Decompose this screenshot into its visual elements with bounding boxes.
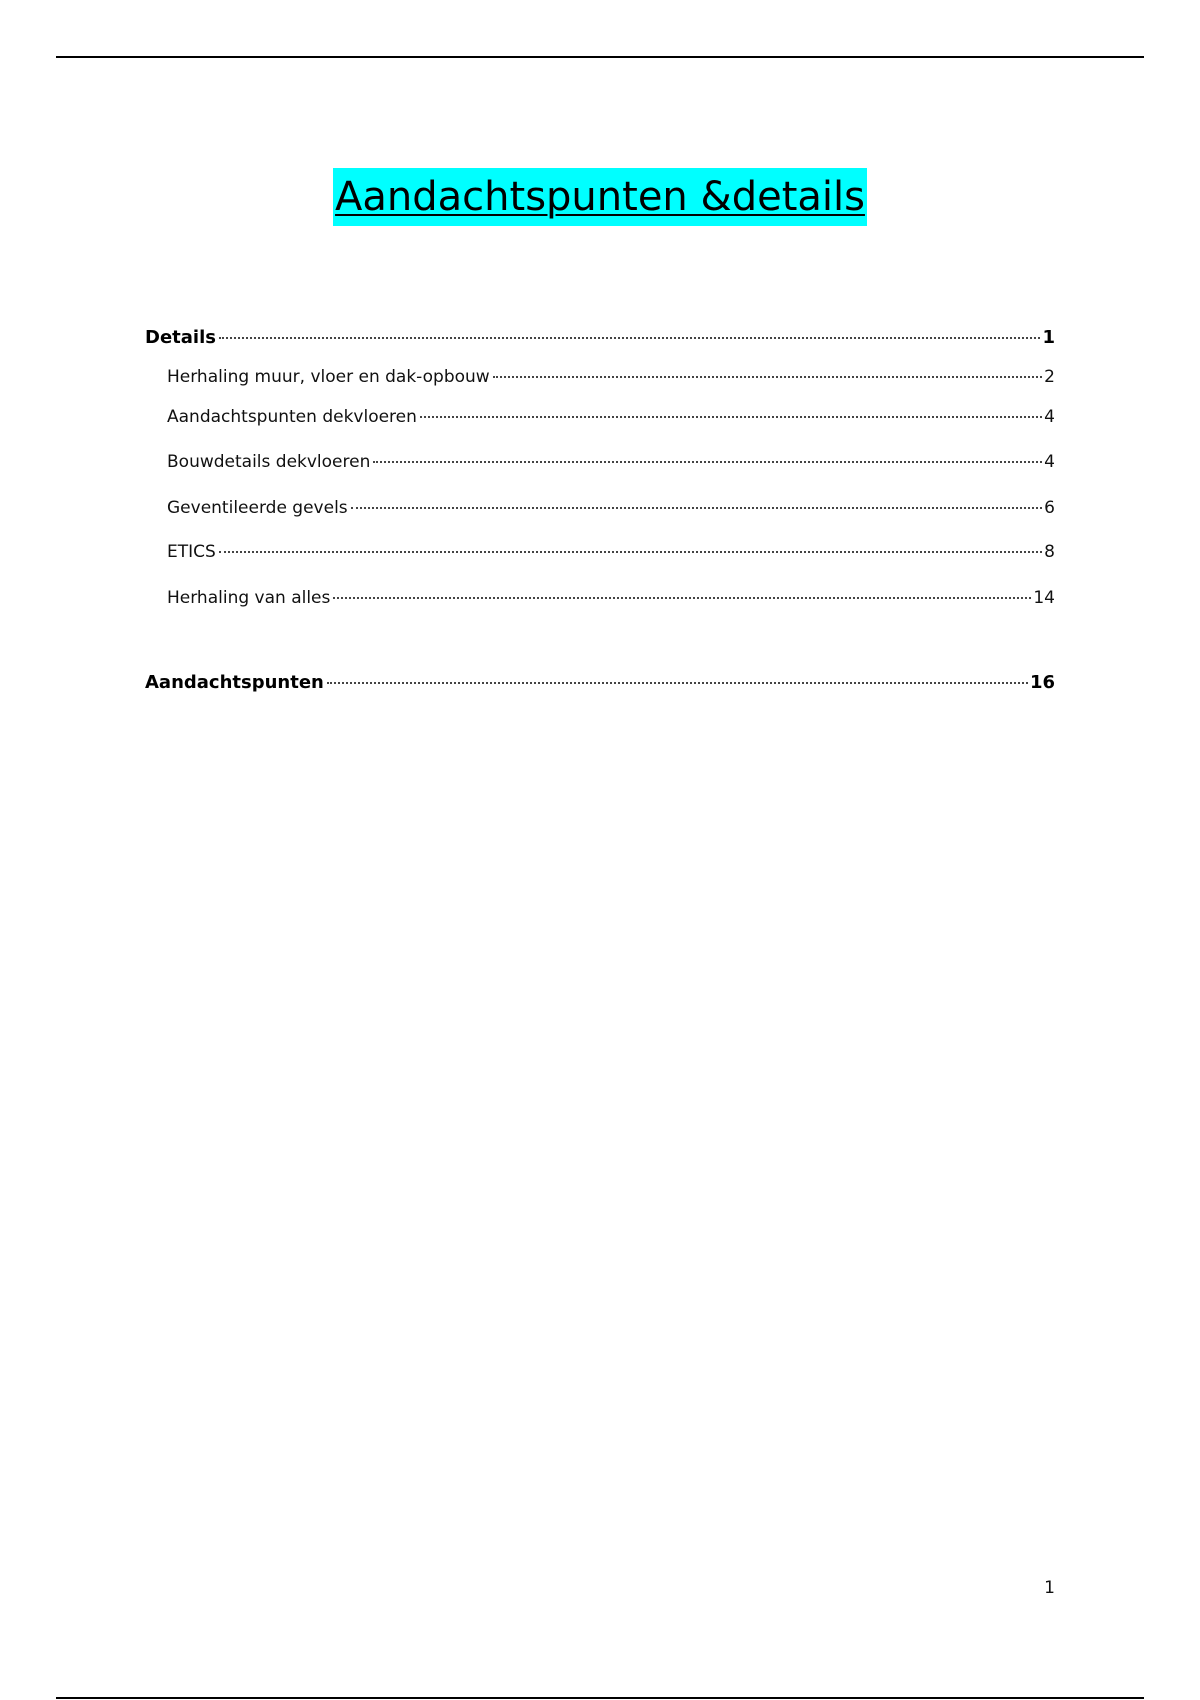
toc-entry-page: 16	[1029, 672, 1055, 693]
toc-entry-herhaling-van-alles[interactable]	[167, 586, 1055, 610]
toc-entry-label: ETICS	[167, 542, 216, 562]
page-number: 1	[1044, 1578, 1055, 1598]
toc-entry-page: 8	[1044, 542, 1055, 562]
toc-entry-page: 1	[1042, 327, 1055, 348]
toc-entry-label: Herhaling muur, vloer en dak-opbouw	[167, 367, 490, 387]
toc-entry-page: 4	[1044, 407, 1055, 427]
toc-entry-bouwdetails-dekvloeren[interactable]	[167, 450, 1055, 474]
toc-dot-leader	[219, 337, 1041, 339]
toc-entry-page: 6	[1044, 498, 1055, 518]
toc-entry-label: Aandachtspunten dekvloeren	[167, 407, 417, 427]
toc-dot-leader	[493, 376, 1042, 378]
toc-entry-page: 2	[1044, 367, 1055, 387]
toc-entry-details[interactable]	[145, 326, 1055, 350]
toc-dot-leader	[420, 416, 1042, 418]
footer-rule	[56, 1697, 1144, 1699]
toc-dot-leader	[373, 461, 1042, 463]
toc-entry-page: 4	[1044, 452, 1055, 472]
toc-entry-herhaling-muur[interactable]	[167, 365, 1055, 389]
toc-entry-page: 14	[1033, 588, 1055, 608]
toc-entry-etics[interactable]	[167, 540, 1055, 564]
toc-entry-label: Aandachtspunten	[145, 672, 324, 693]
toc-dot-leader	[327, 682, 1028, 684]
toc-dot-leader	[333, 597, 1031, 599]
title-block	[0, 168, 1200, 226]
header-rule	[56, 56, 1144, 58]
toc-entry-geventileerde-gevels[interactable]	[167, 496, 1055, 520]
toc-entry-label: Geventileerde gevels	[167, 498, 348, 518]
toc-dot-leader	[351, 507, 1043, 509]
toc-entry-label: Details	[145, 327, 216, 348]
toc-dot-leader	[219, 551, 1042, 553]
toc-entry-label: Bouwdetails dekvloeren	[167, 452, 371, 472]
document-title: Aandachtspunten &details	[333, 168, 867, 226]
toc-entry-aandachtspunten-dekvloeren[interactable]	[167, 405, 1055, 429]
toc-entry-label: Herhaling van alles	[167, 588, 331, 608]
toc-entry-aandachtspunten[interactable]	[145, 671, 1055, 695]
